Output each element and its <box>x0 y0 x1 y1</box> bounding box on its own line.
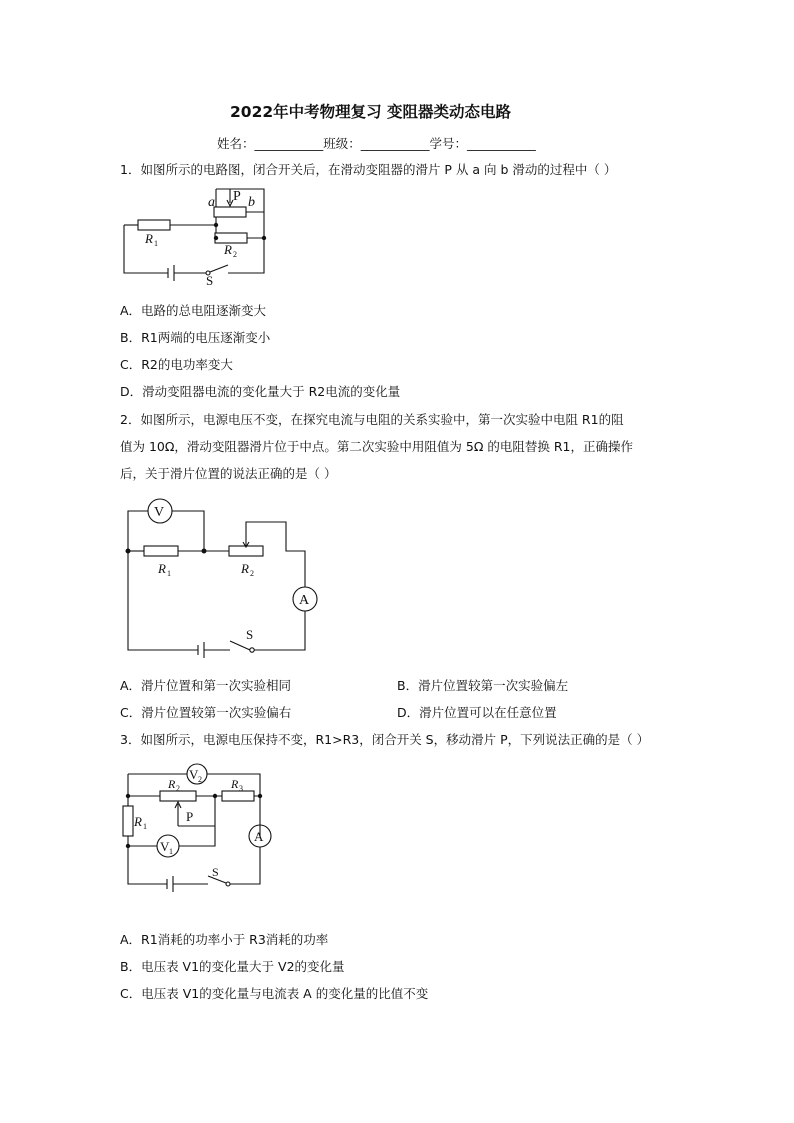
q2-stem-line-1: 2．如图所示，电源电压不变，在探究电流与电阻的关系实验中，第一次实验中电阻 R1的阻 <box>120 412 624 427</box>
q1-stem: 1．如图所示的电路图，闭合开关后，在滑动变阻器的滑片 P 从 a 向 b 滑动的过程中（ ） <box>120 162 617 177</box>
q2-ammeter-label: A <box>299 593 310 608</box>
q3-label-S: S <box>212 865 219 879</box>
q3-label-R3-sub: 3 <box>239 784 243 793</box>
q2-label-R2: R <box>241 561 249 576</box>
q3-option-b: B．电压表 V1的变化量大于 V2的变化量 <box>120 959 345 974</box>
q3-label-R1-sub: 1 <box>143 822 147 831</box>
q3-circuit-diagram <box>120 758 280 892</box>
q1-label-R2-sub: 2 <box>233 250 237 259</box>
q1-circuit-diagram <box>118 185 278 285</box>
q1-label-R1-sub: 1 <box>154 239 158 248</box>
q3-label-R3: R <box>231 777 239 791</box>
q3-V1-label-sub: 1 <box>169 847 173 856</box>
q3-V2-label: V <box>189 767 199 782</box>
q2-stem-line-3: 后，关于滑片位置的说法正确的是（ ） <box>120 466 337 481</box>
q2-label-S: S <box>246 627 254 642</box>
q3-ammeter-label: A <box>254 829 264 844</box>
q2-label-R1: R <box>158 561 166 576</box>
q1-label-R2: R <box>224 242 232 257</box>
q2-label-R2-sub: 2 <box>250 569 254 578</box>
q2-circuit-diagram <box>122 494 328 666</box>
q3-label-P: P <box>186 809 194 824</box>
q2-option-d: D．滑片位置可以在任意位置 <box>397 705 557 720</box>
student-info-line: 姓名：___________班级：___________学号：___________ <box>217 136 536 151</box>
q3-V2-label-sub: 2 <box>198 775 202 784</box>
q2-option-c: C．滑片位置较第一次实验偏右 <box>120 705 292 720</box>
q1-label-P: P <box>233 189 241 204</box>
q2-voltmeter-label: V <box>154 505 165 520</box>
q3-option-c: C．电压表 V1的变化量与电流表 A 的变化量的比值不变 <box>120 986 429 1001</box>
q3-label-R1: R <box>134 814 142 829</box>
q3-option-a: A．R1消耗的功率小于 R3消耗的功率 <box>120 932 329 947</box>
q1-option-c: C．R2的电功率变大 <box>120 357 233 372</box>
q3-label-R2: R <box>168 777 176 791</box>
q1-option-b: B．R1两端的电压逐渐变小 <box>120 330 271 345</box>
q1-option-a: A．电路的总电阻逐渐变大 <box>120 303 267 318</box>
q1-label-R1: R <box>145 231 153 246</box>
q3-V1-label: V <box>160 839 170 854</box>
q1-label-a: a <box>208 195 215 210</box>
q1-option-d: D．滑动变阻器电流的变化量大于 R2电流的变化量 <box>120 384 401 399</box>
page-title: 2022年中考物理复习 变阻器类动态电路 <box>230 103 512 121</box>
q1-label-S: S <box>206 273 214 285</box>
q2-option-a: A．滑片位置和第一次实验相同 <box>120 678 292 693</box>
q1-label-b: b <box>248 195 255 210</box>
q3-label-R2-sub: 2 <box>176 784 180 793</box>
q2-label-R1-sub: 1 <box>167 569 171 578</box>
q2-stem-line-2: 值为 10Ω，滑动变阻器滑片位于中点。第二次实验中用阻值为 5Ω 的电阻替换 R1，正确操作 <box>120 439 633 454</box>
q3-stem: 3．如图所示，电源电压保持不变，R1>R3，闭合开关 S，移动滑片 P，下列说法正确的是（ ） <box>120 732 650 747</box>
q2-option-b: B．滑片位置较第一次实验偏左 <box>397 678 569 693</box>
